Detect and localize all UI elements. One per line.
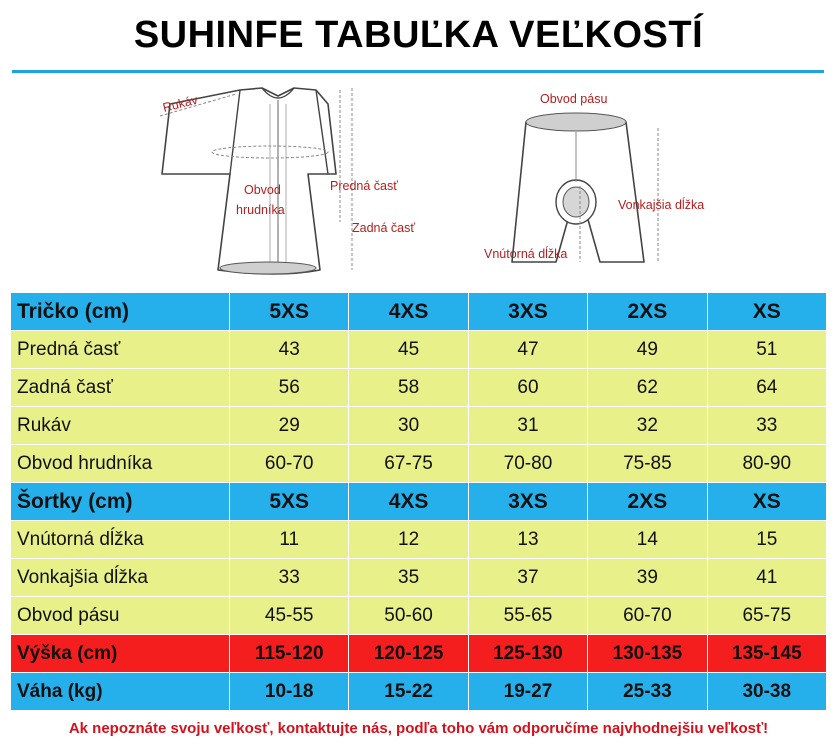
- row-label: Obvod hrudníka: [11, 445, 230, 483]
- size-3xs: 3XS: [468, 293, 587, 331]
- table-cell: 41: [707, 559, 826, 597]
- size-5xs: 5XS: [230, 293, 349, 331]
- table-cell: 12: [349, 521, 468, 559]
- size-table: [10, 292, 827, 711]
- table-cell: 11: [230, 521, 349, 559]
- table-cell: 130-135: [588, 635, 707, 673]
- shorts-header-row: [11, 483, 827, 521]
- table-cell: 45-55: [230, 597, 349, 635]
- size-2xs: 2XS: [588, 483, 707, 521]
- sleeve-label: Rukáv: [161, 92, 200, 115]
- size-3xs: 3XS: [468, 483, 587, 521]
- weight-row: [11, 673, 827, 711]
- row-label: Zadná časť: [11, 369, 230, 407]
- table-cell: 15: [707, 521, 826, 559]
- waist-label: Obvod pásu: [540, 92, 608, 106]
- shirt-header-label: Tričko (cm): [11, 293, 230, 331]
- table-cell: 13: [468, 521, 587, 559]
- inner-length-label: Vnútorná dĺžka: [484, 247, 568, 261]
- table-row: [11, 407, 827, 445]
- height-label: Výška (cm): [11, 635, 230, 673]
- table-cell: 30: [349, 407, 468, 445]
- table-cell: 50-60: [349, 597, 468, 635]
- table-cell: 47: [468, 331, 587, 369]
- table-row: [11, 369, 827, 407]
- outer-length-label: Vonkajšia dĺžka: [618, 198, 705, 212]
- jersey-illustration: [140, 82, 460, 282]
- table-cell: 55-65: [468, 597, 587, 635]
- table-cell: 35: [349, 559, 468, 597]
- table-cell: 19-27: [468, 673, 587, 711]
- row-label: Vnútorná dĺžka: [11, 521, 230, 559]
- chest-label-line1: Obvod: [244, 183, 281, 197]
- size-5xs: 5XS: [230, 483, 349, 521]
- table-cell: 62: [588, 369, 707, 407]
- table-cell: 67-75: [349, 445, 468, 483]
- table-cell: 56: [230, 369, 349, 407]
- table-cell: 32: [588, 407, 707, 445]
- height-row: [11, 635, 827, 673]
- title-divider: [12, 70, 824, 73]
- footer-note: Ak nepoznáte svoju veľkosť, kontaktujte nás, podľa toho vám odporučíme najvhodnejšiu veľkosť!: [68, 720, 769, 737]
- shorts-header-label: Šortky (cm): [11, 483, 230, 521]
- size-4xs: 4XS: [349, 483, 468, 521]
- table-cell: 45: [349, 331, 468, 369]
- table-cell: 135-145: [707, 635, 826, 673]
- table-cell: 49: [588, 331, 707, 369]
- table-row: [11, 597, 827, 635]
- row-label: Obvod pásu: [11, 597, 230, 635]
- chest-label-line2: hrudníka: [236, 203, 285, 217]
- shirt-header-row: [11, 293, 827, 331]
- table-cell: 120-125: [349, 635, 468, 673]
- table-cell: 51: [707, 331, 826, 369]
- back-label: Zadná časť: [352, 221, 416, 235]
- size-2xs: 2XS: [588, 293, 707, 331]
- table-cell: 10-18: [230, 673, 349, 711]
- row-label: Predná časť: [11, 331, 230, 369]
- table-cell: 125-130: [468, 635, 587, 673]
- table-cell: 60: [468, 369, 587, 407]
- table-cell: 80-90: [707, 445, 826, 483]
- table-cell: 60-70: [588, 597, 707, 635]
- table-cell: 29: [230, 407, 349, 445]
- table-cell: 43: [230, 331, 349, 369]
- table-cell: 70-80: [468, 445, 587, 483]
- shorts-illustration: [460, 82, 760, 282]
- size-4xs: 4XS: [349, 293, 468, 331]
- table-cell: 37: [468, 559, 587, 597]
- table-cell: 75-85: [588, 445, 707, 483]
- table-cell: 39: [588, 559, 707, 597]
- table-row: [11, 331, 827, 369]
- table-cell: 65-75: [707, 597, 826, 635]
- table-row: [11, 445, 827, 483]
- table-cell: 64: [707, 369, 826, 407]
- table-row: [11, 521, 827, 559]
- weight-label: Váha (kg): [11, 673, 230, 711]
- table-cell: 14: [588, 521, 707, 559]
- table-cell: 31: [468, 407, 587, 445]
- size-xs: XS: [707, 293, 826, 331]
- row-label: Rukáv: [11, 407, 230, 445]
- table-cell: 33: [230, 559, 349, 597]
- table-cell: 58: [349, 369, 468, 407]
- table-cell: 115-120: [230, 635, 349, 673]
- table-row: [11, 559, 827, 597]
- front-label: Predná časť: [330, 179, 398, 193]
- size-xs: XS: [707, 483, 826, 521]
- table-cell: 25-33: [588, 673, 707, 711]
- table-cell: 33: [707, 407, 826, 445]
- row-label: Vonkajšia dĺžka: [11, 559, 230, 597]
- table-cell: 60-70: [230, 445, 349, 483]
- page-title: SUHINFE TABUĽKA VEĽKOSTÍ: [133, 14, 704, 56]
- table-cell: 30-38: [707, 673, 826, 711]
- table-cell: 15-22: [349, 673, 468, 711]
